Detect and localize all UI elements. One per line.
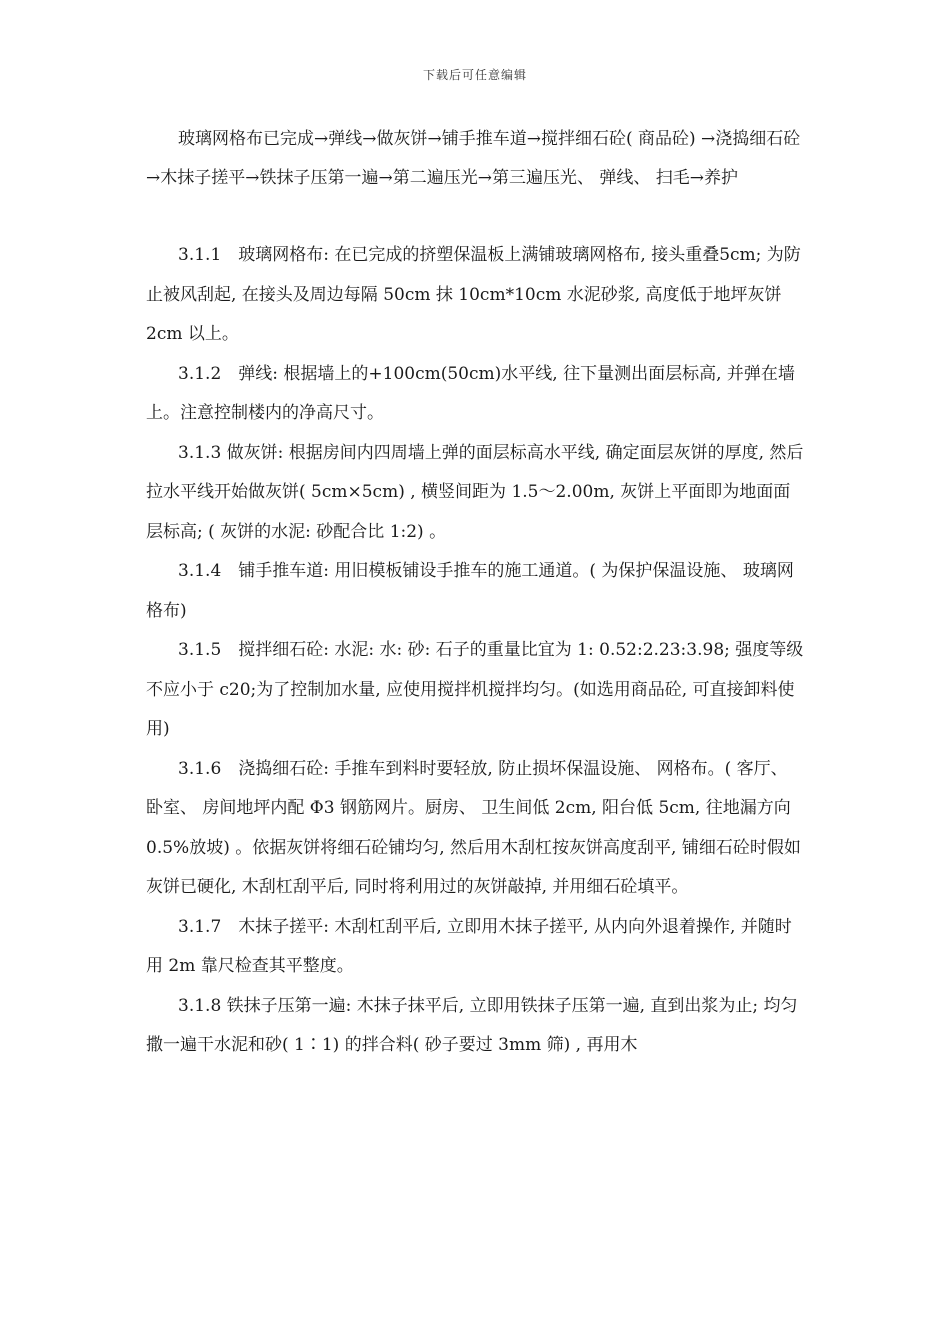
section-3-1-5: 3.1.5 搅拌细石砼: 水泥: 水: 砂: 石子的重量比宜为 1: 0.52:2.23:3.98; 强度等级不应小于 c20;为了控制加水量, 应使用搅拌机搅拌均匀。(如选用商品砼, 可直接卸料使用) — [146, 640, 804, 739]
page-header: 下载后可任意编辑 — [422, 68, 527, 82]
section-3-1-3: 3.1.3 做灰饼: 根据房间内四周墙上弹的面层标高水平线, 确定面层灰饼的厚度, 然后拉水平线开始做灰饼( 5cm×5cm) , 横竖间距为 1.5～2.00m, 灰饼上平面即为地面面层标高; ( 灰饼的水泥: 砂配合比 1:2) 。 — [146, 442, 804, 542]
section-3-1-1: 3.1.1 玻璃网格布: 在已完成的挤塑保温板上满铺玻璃网格布, 接头重叠5cm; 为防止被风刮起, 在接头及周边每隔 50cm 抹 10cm*10cm 水泥砂浆, 高度低于地坪灰饼 2cm 以上。 — [146, 245, 801, 344]
section-3-1-7: 3.1.7 木抹子搓平: 木刮杠刮平后, 立即用木抹子搓平, 从内向外退着操作, 并随时用 2m 靠尺检查其平整度。 — [146, 916, 792, 976]
section-3-1-4: 3.1.4 铺手推车道: 用旧模板铺设手推车的施工通道。( 为保护保温设施、 玻璃网格布) — [146, 561, 794, 621]
section-3-1-6: 3.1.6 浇捣细石砼: 手推车到料时要轻放, 防止损坏保温设施、 网格布。( 客厅、 卧室、 房间地坪内配 Φ3 钢筋网片。厨房、 卫生间低 2cm, 阳台低 5cm, 往地漏方向 0.5%放坡) 。依据灰饼将细石砼铺均匀, 然后用木刮杠按灰饼高度刮平, 铺细石砼时假如灰饼已硬化, 木刮杠刮平后, 同时将利用过的灰饼敲掉, 并用细石砼填平。 — [146, 758, 801, 897]
process-flow-intro: 玻璃网格布已完成→弹线→做灰饼→铺手推车道→搅拌细石砼( 商品砼) →浇捣细石砼→木抹子搓平→铁抹子压第一遍→第二遍压光→第三遍压光、 弹线、 扫毛→养护 — [146, 129, 801, 188]
document-body — [146, 120, 806, 1066]
section-3-1-8: 3.1.8 铁抹子压第一遍: 木抹子抹平后, 立即用铁抹子压第一遍, 直到出浆为止; 均匀撒一遍干水泥和砂( 1∶1) 的拌合料( 砂子要过 3mm 筛) , 再用木 — [146, 995, 798, 1055]
section-3-1-2: 3.1.2 弹线: 根据墙上的+100cm(50cm)水平线, 往下量测出面层标高, 并弹在墙上。注意控制楼内的净高尺寸。 — [146, 363, 795, 423]
